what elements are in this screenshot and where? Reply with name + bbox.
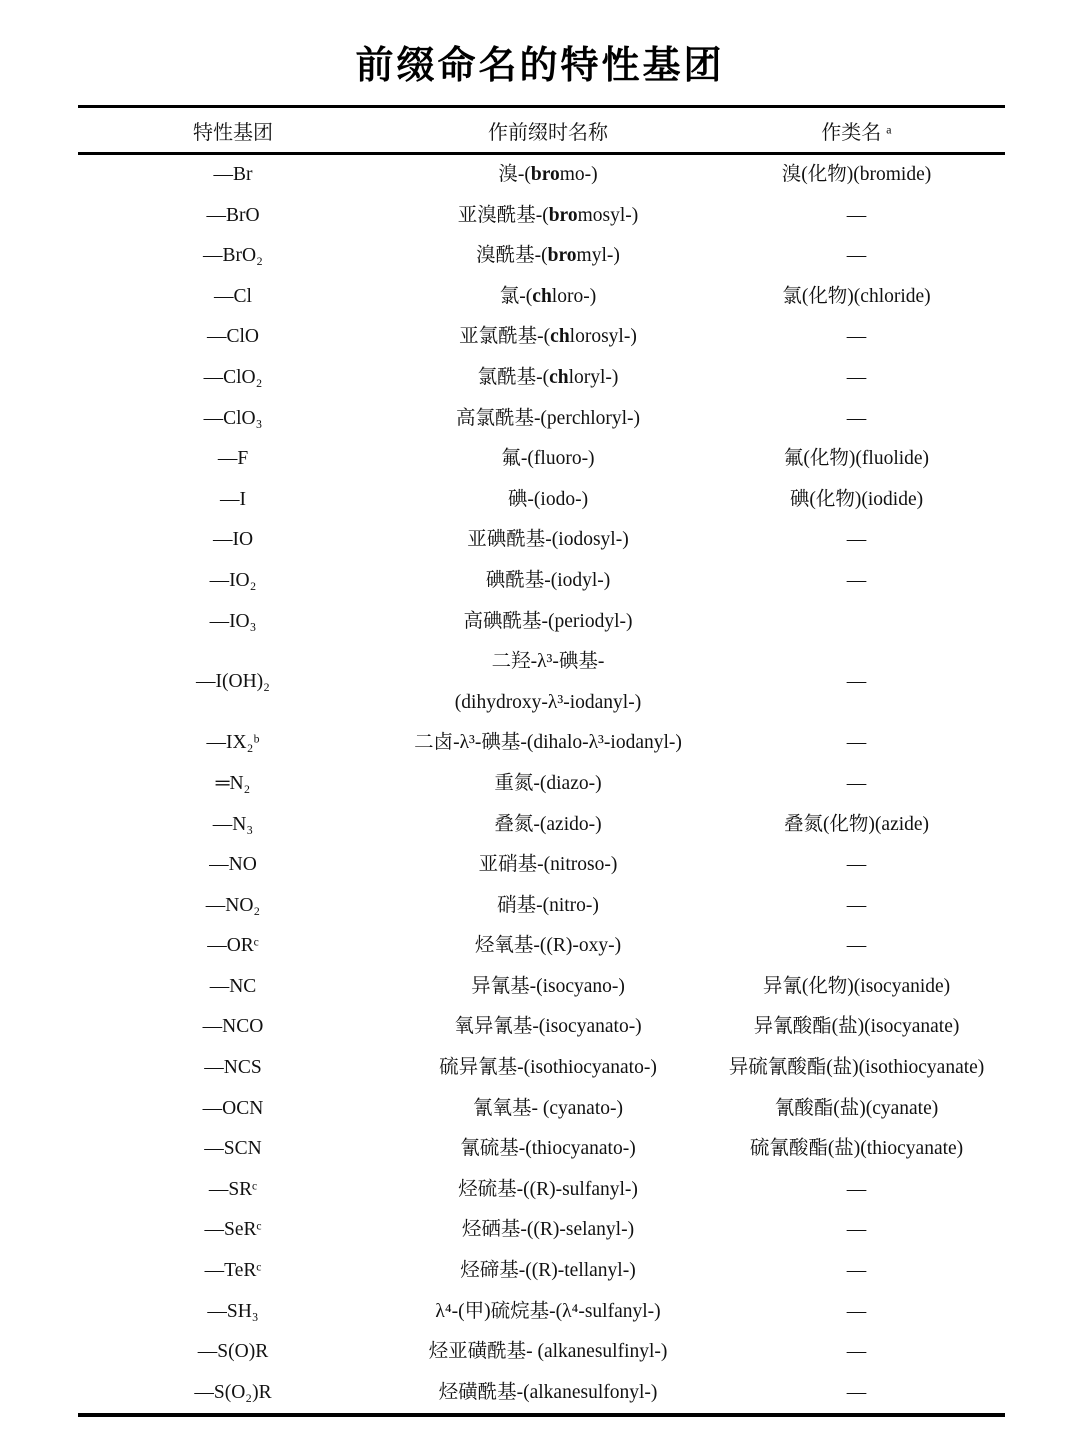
prefix-name-cell (388, 642, 708, 723)
prefix-name-cell (388, 399, 708, 440)
prefix-name-cell (388, 967, 708, 1008)
class-name-cell: — (846, 671, 867, 693)
prefix-name-line: 氯酰基-(chloryl-) (477, 366, 619, 388)
prefix-name-line: 烃硫基-((R)-sulfanyl-) (458, 1178, 638, 1200)
prefix-name-line: 高碘酰基-(periodyl-) (463, 610, 633, 632)
class-name-cell: 溴(化物)(bromide) (781, 164, 932, 185)
group-formula-cell: —ORᶜ (207, 935, 259, 957)
prefix-groups-table (78, 105, 1005, 1417)
group-formula-cell: —I(OH)₂ (196, 671, 270, 693)
prefix-name-line: 氯-(chloro-) (499, 285, 597, 307)
group-formula-cell: —IX₂ᵇ (206, 732, 260, 754)
prefix-name-line: 氰氧基- (cyanato-) (473, 1097, 623, 1119)
table-row (78, 926, 1005, 967)
class-name-cell: 叠氮(化物)(azide) (783, 813, 930, 835)
group-formula-cell: —N₃ (212, 813, 254, 835)
class-name-cell: 异氰酸酯(盐)(isocyanate) (753, 1016, 960, 1038)
group-formula-cell: —SeRᶜ (204, 1219, 262, 1241)
table-row (78, 723, 1005, 764)
table-row (78, 236, 1005, 277)
prefix-name-line: 氟-(fluoro-) (501, 448, 595, 470)
class-name-cell: — (846, 529, 867, 551)
table-row (78, 439, 1005, 480)
table-row (78, 642, 1005, 723)
prefix-name-line: 亚硝基-(nitroso-) (478, 854, 618, 876)
prefix-name-cell (388, 1129, 708, 1170)
group-formula-cell: —NCS (204, 1057, 262, 1079)
table-row (78, 520, 1005, 561)
prefix-name-line: 烃氧基-((R)-oxy-) (474, 935, 622, 957)
table-row (78, 155, 1005, 196)
table-row (78, 1373, 1005, 1414)
prefix-name-cell (388, 805, 708, 846)
class-name-cell: 碘(化物)(iodide) (789, 488, 924, 510)
class-name-cell: 氰酸酯(盐)(cyanate) (774, 1097, 939, 1119)
group-formula-cell: —S(O)R (197, 1341, 269, 1363)
group-formula-cell: —I (220, 488, 246, 510)
table-row (78, 805, 1005, 846)
group-formula-cell: —S(O₂)R (194, 1381, 272, 1403)
class-name-cell: — (846, 1381, 867, 1403)
class-name-cell: — (846, 1260, 867, 1282)
class-name-cell: — (846, 732, 867, 754)
table-row (78, 317, 1005, 358)
group-formula-cell: —SRᶜ (208, 1178, 258, 1200)
table-row (78, 1007, 1005, 1048)
table-body (78, 155, 1005, 1413)
class-name-cell: — (846, 407, 867, 429)
prefix-name-cell (388, 1292, 708, 1333)
prefix-name-cell (388, 439, 708, 480)
prefix-name-line: 碘酰基-(iodyl-) (485, 569, 611, 591)
prefix-name-line: 重氮-(diazo-) (494, 772, 602, 794)
table-row (78, 886, 1005, 927)
prefix-name-cell (388, 723, 708, 764)
prefix-name-cell (388, 1007, 708, 1048)
prefix-name-line: 烃磺酰基-(alkanesulfonyl-) (438, 1381, 658, 1403)
prefix-name-cell (388, 1210, 708, 1251)
table-row (78, 967, 1005, 1008)
group-formula-cell: —Cl (214, 285, 252, 307)
prefix-name-cell (388, 317, 708, 358)
table-row (78, 1129, 1005, 1170)
class-name-cell: 氟(化物)(fluolide) (783, 448, 930, 470)
prefix-name-cell (388, 602, 708, 643)
prefix-name-line: 二卤-λ³-碘基-(dihalo-λ³-iodanyl-) (414, 732, 682, 754)
group-formula-cell: ═N₂ (215, 772, 251, 794)
group-formula-cell: —NCO (202, 1016, 264, 1038)
prefix-name-cell (388, 886, 708, 927)
prefix-name-line: 氰硫基-(thiocyanato-) (460, 1138, 636, 1160)
class-name-cell: — (846, 772, 867, 794)
prefix-name-cell (388, 196, 708, 237)
class-name-cell: 异硫氰酸酯(盐)(isothiocyanate) (728, 1057, 985, 1079)
prefix-name-line: 烃碲基-((R)-tellanyl-) (460, 1260, 636, 1282)
class-name-cell: — (846, 1178, 867, 1200)
table-row (78, 480, 1005, 521)
table-row (78, 561, 1005, 602)
table-row (78, 358, 1005, 399)
prefix-name-cell (388, 926, 708, 967)
table-row (78, 1332, 1005, 1373)
group-formula-cell: —OCN (202, 1097, 264, 1119)
group-formula-cell: —ClO₂ (203, 366, 263, 388)
prefix-name-cell (388, 764, 708, 805)
prefix-name-line: 高氯酰基-(perchloryl-) (455, 407, 641, 429)
group-formula-cell: —SCN (204, 1138, 262, 1160)
prefix-name-line: 亚溴酰基-(bromosyl-) (457, 204, 639, 226)
class-name-cell: 异氰(化物)(isocyanide) (762, 975, 951, 997)
table-row (78, 1210, 1005, 1251)
prefix-name-cell (388, 236, 708, 277)
table-row (78, 1170, 1005, 1211)
class-name-cell: — (846, 1341, 867, 1363)
prefix-name-line: 溴酰基-(bromyl-) (476, 245, 620, 267)
prefix-name-line: 二羟-λ³-碘基- (491, 651, 605, 673)
group-formula-cell: —BrO (206, 204, 260, 226)
group-formula-cell: —SH₃ (207, 1300, 259, 1322)
prefix-name-line: 亚碘酰基-(iodosyl-) (467, 529, 629, 551)
class-name-cell: — (846, 326, 867, 348)
group-formula-cell: —TeRᶜ (204, 1260, 262, 1282)
prefix-name-cell (388, 480, 708, 521)
prefix-name-cell (388, 277, 708, 318)
table-row (78, 277, 1005, 318)
prefix-name-cell (388, 520, 708, 561)
prefix-name-cell (388, 358, 708, 399)
prefix-name-cell (388, 561, 708, 602)
table-row (78, 845, 1005, 886)
class-name-cell: 氯(化物)(chloride) (782, 285, 931, 307)
group-formula-cell: —NO (209, 854, 257, 876)
prefix-name-line: 溴-(bromo-) (498, 164, 598, 185)
prefix-name-line: 碘-(iodo-) (507, 488, 589, 510)
class-name-cell: — (846, 935, 867, 957)
column-header-prefix-name: 作前缀时名称 (488, 121, 608, 144)
group-formula-cell: —ClO (206, 326, 259, 348)
group-formula-cell: —NO₂ (205, 894, 261, 916)
prefix-name-cell (388, 1251, 708, 1292)
prefix-name-cell (388, 845, 708, 886)
prefix-name-line: 叠氮-(azido-) (494, 813, 602, 835)
class-name-cell: — (846, 1219, 867, 1241)
class-name-cell: — (846, 204, 867, 226)
table-row (78, 1048, 1005, 1089)
prefix-name-cell (388, 155, 708, 196)
class-name-cell: — (846, 366, 867, 388)
prefix-name-line: 硝基-(nitro-) (497, 894, 599, 916)
group-formula-cell: —ClO₃ (203, 407, 263, 429)
prefix-name-line: 氧异氰基-(isocyanato-) (454, 1016, 642, 1038)
class-name-cell: — (846, 854, 867, 876)
prefix-name-cell (388, 1048, 708, 1089)
class-name-cell: 硫氰酸酯(盐)(thiocyanate) (749, 1138, 964, 1160)
table-row (78, 399, 1005, 440)
table-header-row (78, 108, 1005, 155)
prefix-name-line: 烃亚磺酰基- (alkanesulfinyl-) (428, 1341, 668, 1363)
column-header-class-name: 作类名 ᵃ (821, 121, 892, 144)
group-formula-cell: —NC (209, 975, 257, 997)
column-header-characteristic-group: 特性基团 (193, 121, 273, 144)
page-title: 前缀命名的特性基团 (355, 43, 725, 87)
table-row (78, 196, 1005, 237)
prefix-name-line: 硫异氰基-(isothiocyanato-) (439, 1057, 657, 1079)
class-name-cell: — (846, 894, 867, 916)
table-row (78, 1089, 1005, 1130)
table-row (78, 764, 1005, 805)
prefix-name-cell (388, 1170, 708, 1211)
group-formula-cell: —Br (213, 164, 253, 185)
prefix-name-cell (388, 1089, 708, 1130)
prefix-name-line: (dihydroxy-λ³-iodanyl-) (454, 691, 642, 713)
prefix-name-line: 烃硒基-((R)-selanyl-) (461, 1219, 635, 1241)
class-name-cell: — (846, 1300, 867, 1322)
prefix-name-line: 亚氯酰基-(chlorosyl-) (459, 326, 637, 348)
class-name-cell: — (846, 569, 867, 591)
prefix-name-cell (388, 1373, 708, 1414)
prefix-name-cell (388, 1332, 708, 1373)
class-name-cell: — (846, 245, 867, 267)
prefix-name-line: λ⁴-(甲)硫烷基-(λ⁴-sulfanyl-) (435, 1300, 661, 1322)
group-formula-cell: —F (217, 448, 249, 470)
group-formula-cell: —IO₂ (209, 569, 257, 591)
table-row (78, 602, 1005, 643)
group-formula-cell: —BrO₂ (203, 245, 263, 267)
group-formula-cell: —IO (212, 529, 254, 551)
table-row (78, 1292, 1005, 1333)
group-formula-cell: —IO₃ (209, 610, 257, 632)
table-row (78, 1251, 1005, 1292)
prefix-name-line: 异氰基-(isocyano-) (471, 975, 625, 997)
